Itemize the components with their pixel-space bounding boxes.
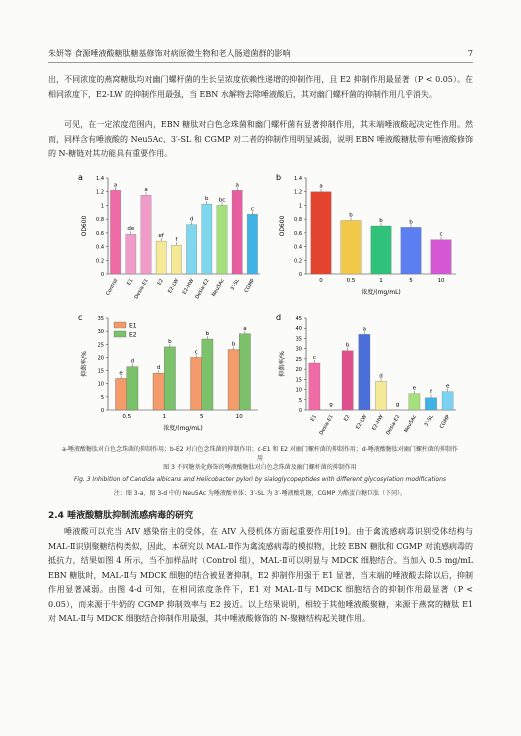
paragraph-2: 可见，在一定浓度范围内，EBN 糖肽对白色念珠菌和幽门螺杆菌有显著抑制作用，其末端唾液酸起决定性作用。然而，同样含有唾液酸的 Neu5Ac、3′-SL 和 CGMP 对二者的抑制作用明显减弱，说明 EBN 唾液酸糖肽带有唾液酸修饰的 N-糖链对其功能具有重要作用。 <box>48 120 473 158</box>
figure-3 <box>48 166 473 441</box>
significance-letter: b <box>345 342 350 349</box>
chart-panel-b <box>276 173 456 296</box>
y-tick-label: 0 <box>298 408 302 414</box>
y-tick-label: 1.2 <box>294 189 302 196</box>
x-tick-label: 1 <box>379 278 383 284</box>
section-heading: 2.4 唾液酸糖肽抑制流感病毒的研究 <box>48 511 194 521</box>
y-tick-label: 45 <box>295 316 302 322</box>
y-tick-label: 15 <box>295 377 302 384</box>
y-tick-label: 5 <box>298 397 302 404</box>
bar <box>156 241 166 274</box>
x-tick-label: 0 <box>319 278 323 284</box>
y-tick-label: 0 <box>100 408 104 414</box>
figure-title-en: Fig. 3 Inhibition of Candida albicans and Helicobacter pylori by sialoglycopeptides with different glycosylation modifications <box>73 476 447 483</box>
bar <box>217 205 227 274</box>
x-tick-label: Neu5Ac <box>210 278 226 298</box>
x-tick-label: 3'-SL <box>229 278 241 292</box>
bar <box>116 378 127 410</box>
x-tick-label: 0.5 <box>122 414 132 420</box>
y-tick-label: 0.6 <box>96 230 104 237</box>
bar <box>375 381 386 410</box>
y-tick-label: 15 <box>97 368 104 375</box>
significance-letter: c <box>312 354 316 361</box>
running-header <box>48 48 473 63</box>
legend-label: E2 <box>129 331 137 339</box>
x-tick-label: 3'-SL <box>423 414 435 428</box>
significance-letter: e <box>445 383 450 390</box>
bar <box>442 392 453 410</box>
bar <box>371 226 391 274</box>
significance-letter: d <box>189 216 194 223</box>
bar <box>228 350 239 410</box>
y-tick-label: 0.4 <box>96 244 104 251</box>
significance-letter: de <box>127 226 135 233</box>
y-tick-label: 25 <box>295 356 302 363</box>
significance-letter: bc <box>218 197 226 204</box>
x-tick-label: E1 <box>126 278 135 287</box>
significance-letter: b <box>409 219 413 226</box>
x-tick-label: 0.5 <box>346 278 356 284</box>
bar <box>153 373 164 410</box>
y-tick-label: 1.4 <box>294 176 302 182</box>
significance-letter: g <box>395 402 400 408</box>
significance-letter: a <box>113 182 118 189</box>
bar <box>141 195 151 274</box>
chart-panel-d <box>276 313 456 436</box>
bar <box>341 221 361 274</box>
paragraph-3: 唾液酸可以充当 AIV 感染宿主的受体，在 AIV 入侵机体方面起重要作用[19]。由于禽流感病毒识别受体结构与 MAL-Ⅱ识别聚糖结构类似，因此，本研究以 MAL-Ⅱ作为禽流感病毒的模拟物，比较 EBN 糖肽和 CGMP 对流感病毒的抵抗力，结果如图 4 所示，当不加样品时（Control 组），MAL-Ⅱ可以明显与 MDCK 细胞结合。当加入 0.5 mg/mL EBN 糖肽时，MAL-Ⅱ与 MDCK 细胞的结合被显著抑制，E2 抑制作用强于 E1 显著，当末端的唾液酸去除以后，抑制作用显著减弱。由图 4-d 可知，在相同浓度条件下，E1 对 MAL-Ⅱ与 MDCK 细胞结合的抑制作用最显著（P < 0.05），而来源于牛奶的 CGMP 抑制效率与 E2 接近。以上结果说明，相较于其他唾液酸聚糖，来源于燕窝的糖肽 E1 对 MAL-Ⅱ与 MDCK 细胞结合抑制作用最强，其中唾液酸修饰的 N-聚糖结构起关键作用。 <box>48 527 473 623</box>
significance-letter: e <box>412 385 417 392</box>
x-tick-label: E2 <box>156 278 165 287</box>
significance-letter: b <box>379 218 383 224</box>
bar <box>110 190 120 274</box>
y-tick-label: 1 <box>298 203 302 210</box>
y-axis-label: OD600 <box>81 215 88 237</box>
significance-letter: g <box>329 402 333 408</box>
significance-letter: a <box>362 326 367 333</box>
bar <box>247 214 257 274</box>
x-tick-label: Control <box>105 278 120 297</box>
y-tick-label: 1.4 <box>96 176 104 182</box>
significance-letter: a <box>235 182 239 189</box>
bar <box>359 334 370 410</box>
panel-label: b <box>276 173 282 182</box>
significance-letter: e <box>119 370 123 377</box>
significance-letter: d <box>156 365 161 372</box>
x-tick-label: Desia-E2 <box>385 414 402 437</box>
bar <box>401 227 421 274</box>
panel-label: c <box>78 313 83 322</box>
y-axis-label: OD600 <box>279 215 286 237</box>
significance-letter: a <box>319 183 323 190</box>
x-tick-label: E1 <box>309 414 319 423</box>
figure-note: 注：图 3-a、图 3-d 中的 Neu5Ac 为唾液酸单体；3′-SL 为 3′-唾液酸乳糖，CGMP 为酪蛋白糖巨肽（下同）。 <box>113 490 407 497</box>
y-tick-label: 35 <box>97 316 104 322</box>
bar <box>425 398 436 410</box>
figure-caption-panels <box>60 445 460 472</box>
significance-letter: b <box>205 196 209 203</box>
bar <box>171 245 181 274</box>
bar <box>409 394 420 410</box>
x-tick-label: 1 <box>162 414 166 420</box>
bar <box>239 334 250 410</box>
y-tick-label: 10 <box>295 387 302 394</box>
x-axis-label: 浓度/(mg/mL) <box>163 425 203 432</box>
bar <box>164 347 175 410</box>
y-tick-label: 5 <box>100 394 104 401</box>
x-tick-label: 10 <box>437 278 445 284</box>
significance-letter: b <box>349 212 353 219</box>
x-tick-label: 5 <box>200 414 204 420</box>
chart-panel-c <box>78 313 258 432</box>
y-tick-label: 40 <box>295 326 302 333</box>
y-tick-label: 0 <box>100 272 104 278</box>
y-tick-label: 30 <box>295 346 302 353</box>
y-axis-label: 抑菌率/% <box>279 351 286 377</box>
figure-3-charts <box>48 166 473 441</box>
paragraph-1: 出，不同浓度的燕窝糖肽均对幽门螺杆菌的生长呈浓度依赖性递增的抑制作用，且 E2 抑制作用最显著（P < 0.05）。在相同浓度下，E2-LW 的抑制作用最强，当 EBN 水解物去除唾液酸后，其对幽门螺杆菌的抑制作用几乎消失。 <box>48 75 473 99</box>
significance-letter: f <box>175 237 178 244</box>
figure-panel-descriptions: a-唾液酸糖肽对白色念珠菌的抑制作用；b-E2 对白色念珠菌的抑制作用；c-E1 和 E2 对幽门螺杆菌的抑制作用；d-唾液酸糖肽对幽门螺杆菌的抑制作用 <box>62 446 458 462</box>
legend-swatch <box>114 331 126 337</box>
y-tick-label: 1 <box>100 203 104 210</box>
significance-letter: c <box>194 349 198 356</box>
y-tick-label: 0.2 <box>294 258 302 265</box>
significance-letter: a <box>243 325 247 332</box>
bar <box>309 363 320 410</box>
bar <box>232 190 242 274</box>
y-tick-label: 20 <box>295 367 302 374</box>
y-tick-label: 20 <box>97 355 104 362</box>
y-tick-label: 25 <box>97 342 104 349</box>
header-title: 朱妍等 食源唾液酸糖肽糖基修饰对病原微生物和老人肠道菌群的影响 <box>48 49 291 58</box>
x-tick-label: E2-HW <box>371 414 385 432</box>
y-tick-label: 35 <box>295 336 302 343</box>
x-tick-label: E2-HW <box>181 278 196 296</box>
figure-title-zh: 图 3 不同糖基化修饰的唾液酸糖肽对白色念珠菌及幽门螺杆菌的抑制作用 <box>163 464 357 471</box>
x-axis-label: 浓度/(mg/mL) <box>361 289 401 296</box>
panel-label: a <box>78 173 83 182</box>
significance-letter: ef <box>158 233 164 240</box>
y-tick-label: 0.8 <box>96 217 104 224</box>
legend-swatch <box>114 322 126 328</box>
x-tick-label: E2 <box>343 414 352 423</box>
x-tick-label: CGMP <box>243 278 257 294</box>
y-tick-label: 30 <box>97 329 104 336</box>
bar <box>431 240 451 274</box>
bar <box>202 204 212 274</box>
y-tick-label: 0 <box>298 272 302 278</box>
panel-label: d <box>276 313 282 322</box>
y-tick-label: 0.8 <box>294 217 302 224</box>
x-tick-label: CGMP <box>438 414 452 430</box>
bar <box>186 225 196 274</box>
y-axis-label: 抑菌率/% <box>81 351 88 377</box>
x-tick-label: 5 <box>409 278 413 284</box>
bar <box>191 357 202 410</box>
bar <box>202 339 213 410</box>
y-tick-label: 1.2 <box>96 189 104 196</box>
bar <box>311 192 331 274</box>
x-tick-label: Desia-E1 <box>318 414 335 437</box>
significance-letter: f <box>430 389 432 396</box>
significance-letter: b <box>168 338 172 345</box>
significance-letter: d <box>379 373 383 380</box>
page-number: 7 <box>467 49 473 58</box>
x-tick-label: Desia-E1 <box>133 278 150 301</box>
y-tick-label: 0.4 <box>294 244 302 251</box>
significance-letter: a <box>144 187 148 194</box>
chart-panel-a <box>78 173 260 300</box>
x-tick-label: 10 <box>235 414 243 420</box>
y-tick-label: 0.6 <box>294 230 302 237</box>
significance-letter: d <box>130 358 135 365</box>
x-tick-label: Neu5Ac <box>403 414 419 434</box>
significance-letter: c <box>250 206 254 213</box>
x-tick-label: Desia-E2 <box>194 278 211 301</box>
bar <box>126 234 136 274</box>
significance-letter: b <box>205 331 210 338</box>
significance-letter: c <box>439 231 443 238</box>
x-tick-label: E2-LW <box>167 278 181 295</box>
bar <box>127 367 138 410</box>
bar <box>342 351 353 410</box>
x-tick-label: E2-LW <box>355 414 369 431</box>
y-tick-label: 10 <box>97 381 104 388</box>
y-tick-label: 0.2 <box>96 258 104 265</box>
significance-letter: b <box>231 341 236 348</box>
legend-label: E1 <box>129 322 137 330</box>
